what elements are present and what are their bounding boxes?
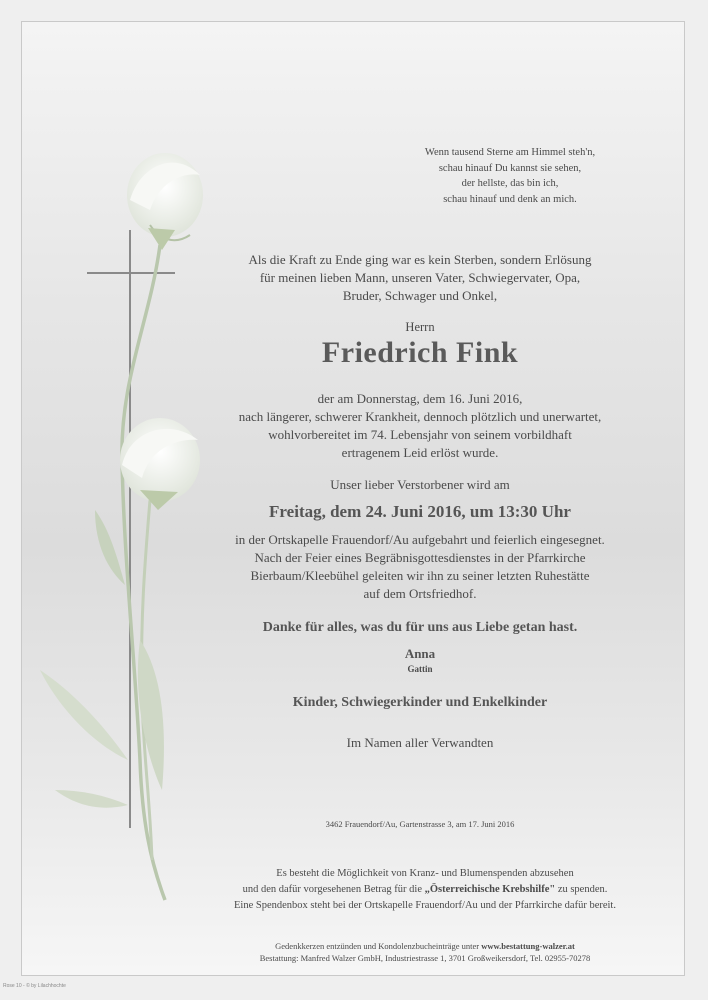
thanks-line: Danke für alles, was du für uns aus Liebe getan hast. xyxy=(262,620,578,635)
ceremony-line: auf dem Ortsfriedhof. xyxy=(363,586,477,601)
ceremony-text xyxy=(200,531,640,603)
relatives-signature: Im Namen aller Verwandten xyxy=(346,735,494,750)
ceremony-date: Freitag, dem 24. Juni 2016, um 13:30 Uhr xyxy=(269,502,571,521)
intro-line: Als die Kraft zu Ende ging war es kein Sterben, sondern Erlösung xyxy=(248,252,592,267)
widow-name: Anna xyxy=(404,646,436,661)
intro-line: Bruder, Schwager und Onkel, xyxy=(342,288,498,303)
donation-line: Eine Spendenbox steht bei der Ortskapelle Frauendorf/Au und der Pfarrkirche dafür bereit. xyxy=(234,900,616,911)
poem-line: schau hinauf Du kannst sie sehen, xyxy=(438,162,582,174)
memorial-poem xyxy=(400,145,620,207)
death-notice-text xyxy=(200,390,640,462)
funeral-line: Bestattung: Manfred Walzer GmbH, Industriestrasse 1, 3701 Großweikersdorf, Tel. 02955-70278 xyxy=(259,953,591,963)
poem-line: der hellste, das bin ich, xyxy=(461,178,559,189)
poem-line: Wenn tausend Sterne am Himmel steh'n, xyxy=(424,147,596,158)
death-line: ertragenem Leid erlöst wurde. xyxy=(341,445,499,460)
intro-line: für meinen lieben Mann, unseren Vater, Schwiegervater, Opa, xyxy=(259,270,581,285)
death-line: der am Donnerstag, dem 16. Juni 2016, xyxy=(317,391,523,406)
death-line: wohlvorbereitet im 74. Lebensjahr von seinem vorbildhaft xyxy=(268,427,572,442)
widow-relation: Gattin xyxy=(407,664,433,674)
donation-notice xyxy=(180,866,670,914)
donation-line: Es besteht die Möglichkeit von Kranz- und Blumenspenden abzusehen xyxy=(276,868,574,879)
ceremony-line: Nach der Feier eines Begräbnisgottesdienstes in der Pfarrkirche xyxy=(254,550,586,565)
funeral-line xyxy=(180,940,670,952)
ceremony-line: in der Ortskapelle Frauendorf/Au aufgebahrt und feierlich eingesegnet. xyxy=(235,532,605,547)
funeral-text: Gedenkkerzen entzünden und Kondolenzbucheinträge unter xyxy=(275,941,482,951)
funeral-home-info xyxy=(180,940,670,964)
family-signature: Kinder, Schwiegerkinder und Enkelkinder xyxy=(292,695,548,710)
intro-text xyxy=(200,251,640,305)
donation-text: zu spenden. xyxy=(555,884,608,895)
ceremony-line: Bierbaum/Kleebühel geleiten wir ihn zu seiner letzten Ruhestätte xyxy=(250,568,590,583)
website-link[interactable]: www.bestattung-walzer.at xyxy=(481,941,575,951)
address-date: 3462 Frauendorf/Au, Gartenstrasse 3, am 17. Juni 2016 xyxy=(325,819,515,829)
death-line: nach längerer, schwerer Krankheit, dennoch plötzlich und unerwartet, xyxy=(238,409,602,424)
charity-name: „Österreichische Krebshilfe" xyxy=(424,884,556,895)
deceased-name: Friedrich Fink xyxy=(321,336,519,369)
image-credit: Rose 10 - © by Lilachhochte xyxy=(3,983,66,989)
poem-line: schau hinauf und denk an mich. xyxy=(443,193,577,205)
donation-text: und den dafür vorgesehenen Betrag für die xyxy=(242,884,425,895)
announcement: Unser lieber Verstorbener wird am xyxy=(330,477,510,492)
honorific: Herrn xyxy=(405,320,435,334)
donation-line xyxy=(180,882,670,898)
